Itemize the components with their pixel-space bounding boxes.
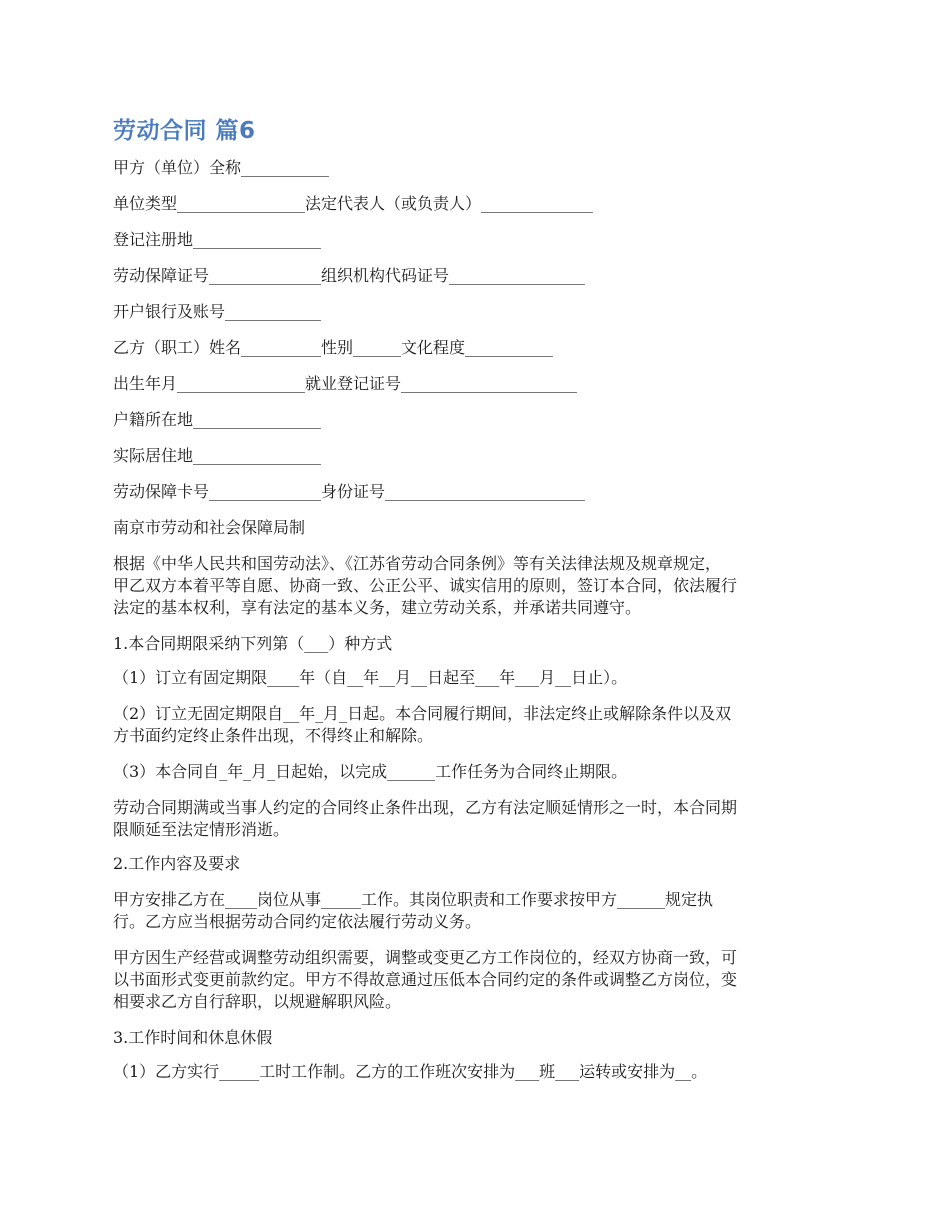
field-security-card: 劳动保障卡号______________身份证号_________________________ xyxy=(113,482,586,501)
intro-line: 法定的基本权利，享有法定的基本义务，建立劳动关系，并承诺共同遵守。 xyxy=(113,598,642,617)
section1-note xyxy=(113,797,843,841)
intro-line: 根据《中华人民共和国劳动法》、《江苏省劳动合同条例》等有关法律法规及规章规定， xyxy=(113,554,722,573)
section2-heading: 2.工作内容及要求 xyxy=(113,854,241,873)
intro-line: 甲乙双方本着平等自愿、协商一致、公正公平、诚实信用的原则，签订本合同，依法履行 xyxy=(113,576,738,595)
section1-heading: 1.本合同期限采纳下列第（___）种方式 xyxy=(113,634,393,653)
section1-item1: （1）订立有固定期限____年（自__年__月__日起至___年___月__日止）。 xyxy=(113,668,628,687)
intro-paragraph xyxy=(113,553,843,619)
section1-note-line: 限顺延至法定情形消逝。 xyxy=(113,820,290,839)
field-employer-name: 甲方（单位）全称___________ xyxy=(113,158,330,177)
field-residence: 实际居住地________________ xyxy=(113,446,322,465)
field-birth-date: 出生年月________________就业登记证号______________________ xyxy=(113,374,578,393)
field-bank-account: 开户银行及账号____________ xyxy=(113,302,322,321)
field-labor-security-cert: 劳动保障证号______________组织机构代码证号_________________ xyxy=(113,266,586,285)
field-employee-name: 乙方（职工）姓名__________性别______文化程度___________ xyxy=(113,338,554,357)
section2-p2-line: 以书面形式变更前款约定。甲方不得故意通过压低本合同约定的条件或调整乙方岗位，变 xyxy=(113,970,738,989)
section3-heading: 3.工作时间和休息休假 xyxy=(113,1028,273,1047)
section1-item3: （3）本合同自_年_月_日起始，以完成______工作任务为合同终止期限。 xyxy=(113,762,628,781)
section1-item2-line: （2）订立无固定期限自__年_月_日起。本合同履行期间，非法定终止或解除条件以及双 xyxy=(113,704,732,723)
field-employer-type: 单位类型________________法定代表人（或负责人）______________ xyxy=(113,194,594,213)
section2-p2 xyxy=(113,947,843,1013)
field-registration-place: 登记注册地________________ xyxy=(113,230,322,249)
section3-item1: （1）乙方实行_____工时工作制。乙方的工作班次安排为___班___运转或安排为__。 xyxy=(113,1062,708,1081)
issuer-note: 南京市劳动和社会保障局制 xyxy=(113,518,306,537)
section1-note-line: 劳动合同期满或当事人约定的合同终止条件出现，乙方有法定顺延情形之一时，本合同期 xyxy=(113,798,738,817)
section1-item2-line: 方书面约定终止条件出现，不得终止和解除。 xyxy=(113,726,434,745)
section2-p1-line: 甲方安排乙方在____岗位从事_____工作。其岗位职责和工作要求按甲方______规定执 xyxy=(113,890,714,909)
section2-p1-line: 行。乙方应当根据劳动合同约定依法履行劳动义务。 xyxy=(113,912,482,931)
section1-item2 xyxy=(113,703,843,747)
section2-p2-line: 相要求乙方自行辞职，以规避解职风险。 xyxy=(113,992,402,1011)
field-household-registration: 户籍所在地________________ xyxy=(113,410,322,429)
section2-p2-line: 甲方因生产经营或调整劳动组织需要，调整或变更乙方工作岗位的，经双方协商一致，可 xyxy=(113,948,738,967)
document-title: 劳动合同 篇6 xyxy=(113,118,256,144)
section2-p1 xyxy=(113,889,843,933)
